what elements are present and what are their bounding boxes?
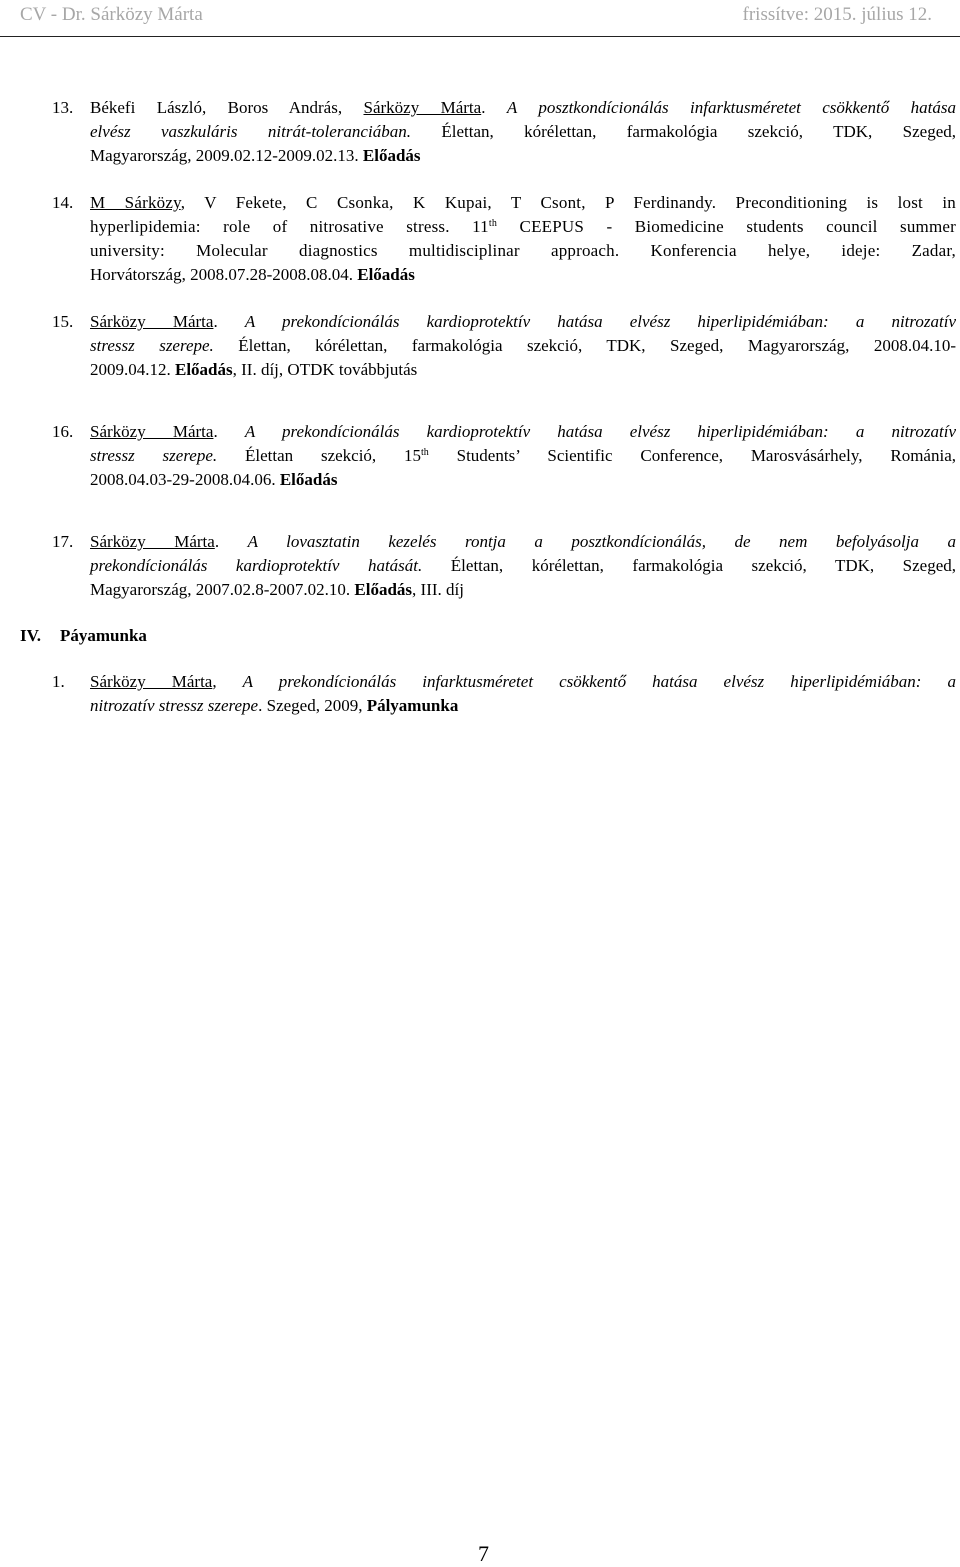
entry-title: Preconditioning is lost in <box>735 193 956 212</box>
entry-venue: Élettan, kórélettan, farmakológia szekció, TDK, Szeged, <box>422 556 957 575</box>
entry-title-cont: prekondícionálás kardioprotektív hatását. <box>90 556 423 575</box>
entry-title: A prekondícionálás infarktusméretet csökkentő hatása elvész hiperlipidémiában: a <box>242 672 957 691</box>
entry-venue-cont: Magyarország, 2007.02.8-2007.02.10. <box>90 580 355 599</box>
publication-entry-13: 13. Békefi László, Boros András, Sárközy Márta. A posztkondícionálás infarktusméretet csökkentő hatása elvész vaszkuláris nitrát-toleranciában. Élettan, kórélettan, farmakológia szekció, TDK, Szeged, Magyarország, 2009.02.12-2009.02.13. Előadás <box>52 98 957 165</box>
entry-title: A posztkondícionálás infarktusméretet csökkentő hatása <box>506 98 957 117</box>
entry-highlighted-author: Sárközy Márta <box>90 312 214 331</box>
entry-title: A lovasztatin kezelés rontja a posztkondícionálás, de nem befolyásolja a <box>247 532 956 551</box>
header-updated-date: frissítve: 2015. július 12. <box>742 4 932 25</box>
entry-type: Pályamunka <box>366 696 459 715</box>
header-cv-title: CV - Dr. Sárközy Márta <box>20 4 203 25</box>
entry-number: 13. <box>52 98 74 117</box>
entry-highlighted-author: M Sárközy <box>90 193 181 212</box>
entry-venue: Élettan, kórélettan, farmakológia szekció, TDK, Szeged, Magyarország, 2008.04.10- <box>213 336 956 355</box>
entry-title: A prekondícionálás kardioprotektív hatása elvész hiperlipidémiában: a nitrozatív <box>244 422 956 441</box>
entry-title: A prekondícionálás kardioprotektív hatása elvész hiperlipidémiában: a nitrozatív <box>244 312 956 331</box>
entry-authors: , V Fekete, C Csonka, K Kupai, T Csont, P Ferdinandy. <box>180 193 736 212</box>
entry-venue: Students’ Scientific Conference, Marosvásárhely, Románia, <box>428 446 956 465</box>
entry-venue-cont: 2009.04.12. <box>90 360 175 379</box>
entry-authors: Békefi László, Boros András, <box>90 98 364 117</box>
entry-highlighted-author: Sárközy Márta <box>90 672 213 691</box>
entry-award: , III. díj <box>412 580 464 599</box>
entry-title-cont: hyperlipidemia: role of nitrosative stress. <box>90 217 450 236</box>
entry-venue: Élettan, kórélettan, farmakológia szekció, TDK, Szeged, <box>410 122 956 141</box>
entry-conference-cont: university: Molecular diagnostics multidisciplinar approach. Konferencia helye, ideje: Zadar, <box>90 241 956 260</box>
entry-venue-cont: Magyarország, 2009.02.12-2009.02.13. <box>90 146 363 165</box>
entry-number: 14. <box>52 193 74 212</box>
entry-number: 17. <box>52 532 74 551</box>
entry-type: Előadás <box>362 146 421 165</box>
publication-entry-16: 16. Sárközy Márta. A prekondícionálás kardioprotektív hatása elvész hiperlipidémiában: a nitrozatív stressz szerepe. Élettan szekció, 15th Students’ Scientific Conference, Marosvásárhely, Románia, 2008.04.03-29-2008.04.06. Előadás <box>52 422 956 489</box>
entry-highlighted-author: Sárközy Márta <box>363 98 482 117</box>
entry-highlighted-author: Sárközy Márta <box>90 532 215 551</box>
publication-entry-14: 14. M Sárközy, V Fekete, C Csonka, K Kupai, T Csont, P Ferdinandy. Preconditioning is lost in hyperlipidemia: role of nitrosative stress. 11th CEEPUS - Biomedicine students council summer university: Molecular diagnostics multidisciplinar approach. Konferencia helye, ideje: Zadar, Horvátország, 2008.07.28-2008.08.04. Előadás <box>52 193 956 284</box>
entry-number: 1. <box>52 672 65 691</box>
entry-title-cont: stressz szerepe. <box>90 336 214 355</box>
entry-number: 16. <box>52 422 74 441</box>
entry-location: . Szeged, 2009, <box>258 696 367 715</box>
entry-award: , II. díj, OTDK továbbjutás <box>232 360 418 379</box>
page-header <box>0 0 960 37</box>
entry-venue-cont: 2008.04.03-29-2008.04.06. <box>90 470 280 489</box>
entry-conference: CEEPUS - Biomedicine students council summer <box>497 217 956 236</box>
competition-entry-1: 1. Sárközy Márta, A prekondícionálás infarktusméretet csökkentő hatása elvész hiperlipidémiában: a nitrozatív stressz szerepe. Szeged, 2009, Pályamunka <box>52 672 957 715</box>
entry-location: Horvátország, 2008.07.28-2008.08.04. <box>90 265 358 284</box>
page-number: 7 <box>478 1541 489 1566</box>
entry-type: Előadás <box>357 265 415 284</box>
publication-entry-15: 15. Sárközy Márta. A prekondícionálás kardioprotektív hatása elvész hiperlipidémiában: a nitrozatív stressz szerepe. Élettan, kórélettan, farmakológia szekció, TDK, Szeged, Magyarország, 2008.04.10- 2009.04.12. Előadás, II. díj, OTDK továbbjutás <box>52 312 956 379</box>
entry-title-cont: elvész vaszkuláris nitrát-toleranciában. <box>90 122 411 141</box>
entry-type: Előadás <box>279 470 338 489</box>
entry-type: Előadás <box>354 580 413 599</box>
entry-number: 15. <box>52 312 74 331</box>
entry-type: Előadás <box>175 360 233 379</box>
entry-title-cont: stressz szerepe. <box>90 446 218 465</box>
publication-entry-17: 17. Sárközy Márta. A lovasztatin kezelés rontja a posztkondícionálás, de nem befolyásolja a prekondícionálás kardioprotektív hatását. Élettan, kórélettan, farmakológia szekció, TDK, Szeged, Magyarország, 2007.02.8-2007.02.10. Előadás, III. díj <box>52 532 957 599</box>
entry-highlighted-author: Sárközy Márta <box>90 422 214 441</box>
section-title: Páyamunka <box>60 626 147 645</box>
entry-title-cont: nitrozatív stressz szerepe <box>90 696 259 715</box>
section-number: IV. <box>20 626 41 645</box>
